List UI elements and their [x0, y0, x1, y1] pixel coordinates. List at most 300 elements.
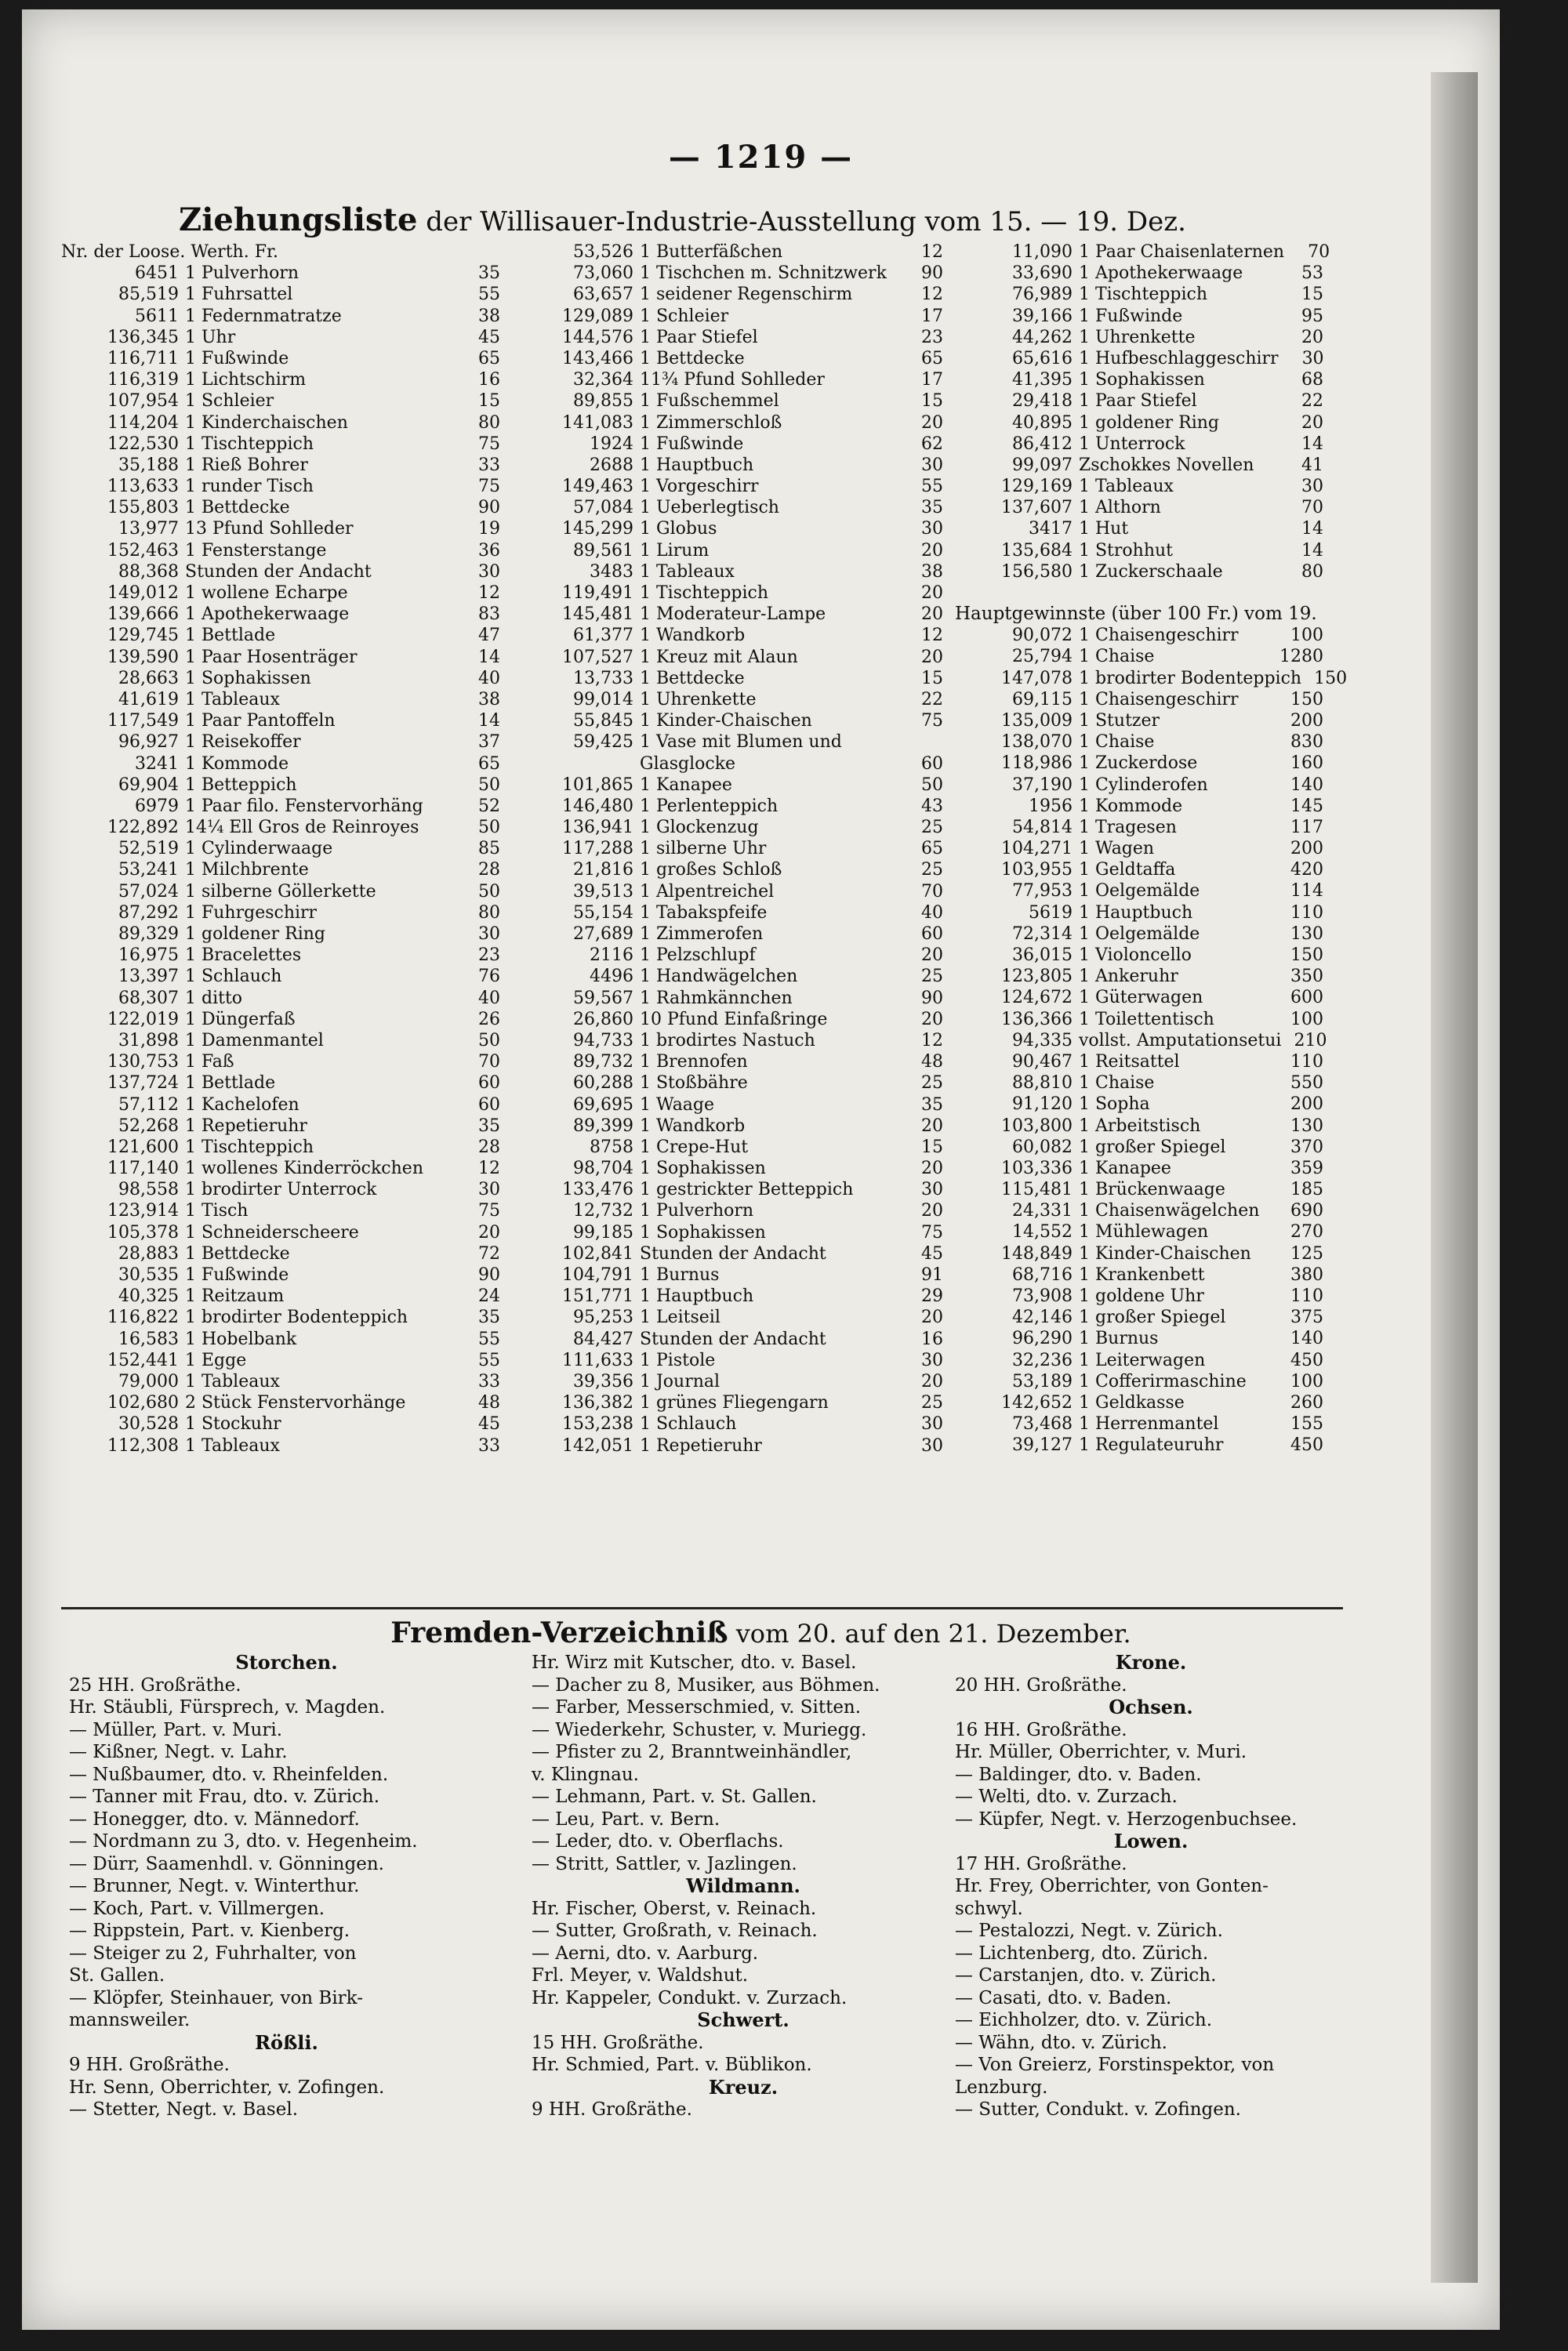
- prize-value: 830: [1290, 732, 1323, 753]
- prize-item: 1 Leitseil: [640, 1308, 720, 1328]
- prize-item: 1 Sopha: [1079, 1094, 1150, 1115]
- prize-value: 75: [478, 1201, 500, 1221]
- prize-item: 1 Kanapee: [640, 775, 732, 795]
- ticket-number: 151,771: [562, 1286, 633, 1307]
- ticket-number: 136,345: [107, 327, 179, 347]
- lottery-row: [955, 241, 1330, 263]
- prize-value: 50: [478, 775, 500, 795]
- lottery-row: [955, 987, 1323, 1008]
- prize-value: 75: [478, 434, 500, 454]
- prize-item: 1 Perlenteppich: [640, 796, 779, 816]
- lottery-row: [955, 859, 1323, 880]
- lottery-row: [61, 455, 500, 476]
- lottery-row: [516, 348, 943, 369]
- ticket-number: 104,791: [562, 1265, 633, 1285]
- guest-entry: — Müller, Part. v. Muri.: [69, 1719, 283, 1740]
- prize-item: 1 Schleier: [185, 391, 274, 412]
- lottery-row: [61, 902, 500, 923]
- hotel-heading: Schwert.: [697, 2008, 789, 2031]
- prize-item: 1 Betteppich: [185, 775, 297, 795]
- prize-value: 80: [478, 902, 500, 923]
- prize-item: 1 Kinder-Chaischen: [640, 711, 812, 731]
- ticket-number: 142,652: [1001, 1392, 1073, 1413]
- prize-item: 1 Egge: [185, 1350, 247, 1370]
- lottery-row: [61, 753, 500, 775]
- ticket-number: 146,480: [562, 796, 633, 816]
- prize-value: 359: [1290, 1158, 1323, 1178]
- prize-item: 1 Bettdecke: [185, 498, 290, 518]
- ticket-number: 121,600: [107, 1137, 179, 1157]
- guest-entry: — Sutter, Großrath, v. Reinach.: [532, 1921, 818, 1941]
- guest-entry: Lenzburg.: [955, 2077, 1048, 2098]
- prize-item: 1 Mühlewagen: [1079, 1222, 1209, 1243]
- lottery-row: [516, 455, 943, 476]
- prize-value: 12: [921, 242, 943, 262]
- lottery-row: [61, 604, 500, 625]
- hotel-heading: Wildmann.: [686, 1874, 800, 1897]
- lottery-row: [955, 455, 1323, 476]
- guest-entry: Hr. Senn, Oberrichter, v. Zofingen.: [69, 2077, 385, 2098]
- lottery-row: [516, 241, 943, 263]
- lottery-row: [955, 945, 1323, 966]
- prize-item: 1 Rieß Bohrer: [185, 455, 308, 475]
- lottery-row: [516, 902, 943, 923]
- ticket-number: 144,576: [562, 327, 633, 347]
- ticket-number: 123,805: [1001, 967, 1073, 987]
- prize-item: 1 Tableaux: [185, 689, 280, 709]
- prize-item: 1 gestrickter Betteppich: [640, 1180, 854, 1200]
- lottery-row: [955, 476, 1323, 497]
- ticket-number: 94,733: [573, 1030, 633, 1050]
- lottery-row: [61, 1158, 500, 1179]
- prize-value: 24: [478, 1286, 500, 1307]
- lottery-row: [516, 647, 943, 668]
- ticket-number: 27,689: [573, 924, 633, 944]
- lottery-row: [955, 1264, 1323, 1286]
- prize-item: 1 Arbeitstisch: [1079, 1116, 1201, 1136]
- guest-entry: Hr. Kappeler, Condukt. v. Zurzach.: [532, 1987, 848, 2008]
- prize-value: 85: [478, 839, 500, 859]
- lottery-row: [61, 1094, 500, 1116]
- lottery-row: [516, 1329, 943, 1350]
- prize-value: 35: [478, 263, 500, 284]
- lottery-row: [516, 668, 943, 689]
- prize-item: 1 Paar Hosenträger: [185, 647, 358, 667]
- lottery-row: [955, 1328, 1323, 1349]
- prize-item: 1 Journal: [640, 1371, 720, 1391]
- prize-value: 60: [478, 1073, 500, 1094]
- prize-value: 110: [1290, 1286, 1323, 1306]
- lottery-row: [61, 1051, 500, 1072]
- prize-value: 20: [921, 1201, 943, 1221]
- ticket-number: 30,535: [118, 1265, 179, 1285]
- prize-item: 1 Uhrenkette: [640, 689, 757, 709]
- lottery-row: [516, 263, 943, 284]
- ticket-number: 116,711: [107, 348, 179, 368]
- prize-item: 1 Bettdecke: [640, 668, 745, 688]
- prize-value: 50: [478, 881, 500, 902]
- prize-item: 1 Pulverhorn: [640, 1201, 754, 1221]
- prize-item: 1 Fußwinde: [1079, 306, 1183, 326]
- lottery-row: [955, 1221, 1323, 1243]
- prize-value: 210: [1294, 1030, 1327, 1050]
- ticket-number: 32,236: [1012, 1350, 1073, 1370]
- lottery-row: [61, 1371, 500, 1392]
- prize-value: 90: [478, 498, 500, 518]
- prize-value: 20: [478, 1222, 500, 1243]
- prize-value: 25: [921, 818, 943, 838]
- lottery-row: [955, 1030, 1327, 1051]
- prize-value: 19: [478, 519, 500, 539]
- lottery-row: [955, 1200, 1323, 1221]
- lottery-row: [955, 1072, 1323, 1094]
- prize-item: 1 Reitzaum: [185, 1286, 285, 1307]
- guest-entry: — Farber, Messerschmied, v. Sitten.: [532, 1697, 862, 1718]
- lottery-row: [61, 540, 500, 561]
- prize-item: 1 Hut: [1079, 519, 1129, 539]
- prize-item: 1 Tischchen m. Schnitzwerk: [640, 263, 887, 284]
- prize-value: 90: [921, 988, 943, 1008]
- ticket-number: 124,672: [1001, 988, 1073, 1008]
- prize-item: 1 Tragesen: [1079, 817, 1177, 837]
- ticket-number: 91,120: [1012, 1094, 1073, 1115]
- prize-item: 1 Hauptbuch: [1079, 902, 1193, 923]
- ticket-number: 89,399: [573, 1116, 633, 1136]
- prize-value: 75: [478, 477, 500, 497]
- lottery-row: [61, 1350, 500, 1371]
- ticket-number: 136,382: [562, 1393, 633, 1413]
- ticket-number: 102,680: [107, 1393, 179, 1413]
- guest-entry: — Von Greierz, Forstinspektor, von: [955, 2055, 1275, 2075]
- lottery-row: [61, 625, 500, 646]
- ticket-number: 52,268: [118, 1116, 179, 1136]
- lottery-row: [516, 689, 943, 710]
- ticket-number: 99,185: [573, 1222, 633, 1243]
- prize-value: 20: [1301, 327, 1323, 347]
- lottery-row: [61, 1243, 500, 1264]
- prize-value: 38: [921, 561, 943, 582]
- prize-item: 1 Repetieruhr: [185, 1116, 307, 1136]
- prize-value: 450: [1290, 1435, 1323, 1456]
- title-rest: der Willisauer-Industrie-Ausstellung vom 15. — 19. Dez.: [417, 206, 1186, 238]
- ticket-number: 73,468: [1012, 1414, 1073, 1435]
- prize-value: 55: [478, 1329, 500, 1349]
- lottery-row: [955, 434, 1323, 455]
- lottery-row: [955, 1286, 1323, 1307]
- prize-value: 36: [478, 540, 500, 561]
- hotel-heading: Rößli.: [255, 2030, 318, 2054]
- lottery-row: [955, 817, 1323, 838]
- lottery-row: [516, 966, 943, 987]
- lottery-row: [61, 1307, 500, 1328]
- prize-item: 1 Schleier: [640, 306, 729, 326]
- ticket-number: 147,078: [1001, 668, 1073, 688]
- prize-item: 1 brodirter Bodenteppich: [185, 1308, 408, 1328]
- prize-item: 1 Althorn: [1079, 498, 1161, 518]
- lottery-row: [955, 518, 1323, 539]
- prize-item: 1 Bracelettes: [185, 945, 302, 966]
- prize-item: 1 Chaisengeschirr: [1079, 689, 1239, 709]
- prize-value: 200: [1290, 839, 1323, 859]
- prize-item: 1 Crepe-Hut: [640, 1137, 749, 1157]
- lottery-row: [516, 1222, 943, 1243]
- ticket-number: 118,986: [1001, 753, 1073, 774]
- prize-item: 1 brodirtes Nastuch: [640, 1030, 815, 1050]
- ticket-number: 41,395: [1012, 370, 1073, 390]
- ticket-number: 89,732: [573, 1052, 633, 1072]
- lottery-row: [955, 497, 1323, 518]
- lottery-row: [61, 497, 500, 518]
- ticket-number: 114,204: [107, 412, 179, 433]
- lottery-row: [516, 1158, 943, 1179]
- ticket-number: 130,753: [107, 1052, 179, 1072]
- prize-value: 70: [1308, 242, 1330, 262]
- ticket-number: 123,914: [107, 1201, 179, 1221]
- prize-item: 1 Stutzer: [1079, 710, 1160, 731]
- prize-value: 45: [478, 1414, 500, 1435]
- lottery-row: [516, 753, 943, 775]
- lottery-row: [516, 497, 943, 518]
- prize-item: 1 Kommode: [185, 753, 289, 774]
- prize-value: 20: [921, 1371, 943, 1391]
- prize-item: Stunden der Andacht: [185, 561, 372, 582]
- ticket-number: 88,368: [118, 561, 179, 582]
- prize-item: 10 Pfund Einfaßringe: [640, 1009, 828, 1029]
- ticket-number: 55,154: [573, 902, 633, 923]
- guest-entry: Hr. Frey, Oberrichter, von Gonten-: [955, 1876, 1269, 1896]
- prize-item: 1 Reisekoffer: [185, 732, 301, 753]
- ticket-number: 96,927: [118, 732, 179, 753]
- prize-value: 75: [921, 711, 943, 731]
- ticket-number: 39,356: [573, 1371, 633, 1391]
- ticket-number: 137,607: [1001, 498, 1073, 518]
- prize-value: 140: [1290, 1329, 1323, 1349]
- prize-value: 70: [1301, 498, 1323, 518]
- lottery-row: [955, 1413, 1323, 1435]
- column-header: Nr. der Loose. Werth. Fr.: [61, 242, 279, 262]
- lottery-row: [516, 390, 943, 412]
- prize-item: 1 Sophakissen: [640, 1222, 766, 1243]
- ticket-number: 148,849: [1001, 1243, 1073, 1264]
- prize-value: 75: [921, 1222, 943, 1243]
- lottery-row: [61, 369, 500, 390]
- prize-value: 45: [921, 1243, 943, 1264]
- prize-value: 40: [478, 668, 500, 688]
- ticket-number: 2688: [590, 455, 633, 475]
- prize-value: 25: [921, 860, 943, 880]
- lottery-column-2: [516, 241, 943, 1457]
- ticket-number: 129,169: [1001, 477, 1073, 497]
- ticket-number: 2116: [590, 945, 633, 966]
- prize-item: 1 Schlauch: [185, 967, 282, 987]
- prize-value: 200: [1290, 1094, 1323, 1115]
- prize-value: 33: [478, 1435, 500, 1456]
- prize-value: 14: [1301, 434, 1323, 454]
- ticket-number: 12,732: [573, 1201, 633, 1221]
- lottery-row: [955, 1009, 1323, 1030]
- guest-entry: — Welti, dto. v. Zurzach.: [955, 1787, 1178, 1807]
- prize-value: 28: [478, 1137, 500, 1157]
- guest-entry: — Küpfer, Negt. v. Herzogenbuchsee.: [955, 1809, 1298, 1830]
- prize-value: 38: [478, 306, 500, 326]
- prize-item: 1 Brückenwaage: [1079, 1180, 1225, 1200]
- lottery-row: [61, 582, 500, 604]
- ticket-number: 86,412: [1012, 434, 1073, 454]
- prize-value: 37: [478, 732, 500, 753]
- ticket-number: 25,794: [1012, 647, 1073, 667]
- prize-value: 65: [921, 839, 943, 859]
- ticket-number: 33,690: [1012, 263, 1073, 284]
- prize-item: 1 Waage: [640, 1094, 715, 1115]
- prize-item: 1 Damenmantel: [185, 1030, 324, 1050]
- guest-entry: — Sutter, Condukt. v. Zofingen.: [955, 2099, 1241, 2120]
- guest-entry: — Aerni, dto. v. Aarburg.: [532, 1943, 759, 1964]
- lottery-row: [516, 1009, 943, 1030]
- prize-value: 14: [1301, 519, 1323, 539]
- prize-item: 1 Kachelofen: [185, 1094, 299, 1115]
- guest-entry: — Leu, Part. v. Bern.: [532, 1809, 720, 1830]
- ticket-number: 57,024: [118, 881, 179, 902]
- lottery-row: [955, 880, 1323, 902]
- ticket-number: 26,860: [573, 1009, 633, 1029]
- prize-value: 145: [1290, 796, 1323, 816]
- ticket-number: 69,695: [573, 1094, 633, 1115]
- prize-item: 1 Fußwinde: [185, 348, 289, 368]
- prize-value: 370: [1290, 1137, 1323, 1157]
- ticket-number: 57,112: [118, 1094, 179, 1115]
- prize-item: 1 Brennofen: [640, 1052, 748, 1072]
- lottery-row: [61, 1030, 500, 1051]
- prize-value: 23: [478, 945, 500, 966]
- lottery-row: [61, 348, 500, 369]
- prize-item: 1 Oelgemälde: [1079, 881, 1200, 902]
- prize-item: 1 Uhrenkette: [1079, 327, 1196, 347]
- prize-value: 70: [478, 1052, 500, 1072]
- prize-item: 1 Sophakissen: [640, 1159, 766, 1179]
- prize-item: 1 Ankeruhr: [1079, 967, 1178, 987]
- fremden-title: [22, 1616, 1500, 1649]
- guest-column-3: [955, 1652, 1347, 2121]
- guest-entry: schwyl.: [955, 1898, 1023, 1919]
- ticket-number: 89,855: [573, 391, 633, 412]
- ticket-number: 111,633: [562, 1350, 633, 1370]
- ticket-number: 59,567: [573, 988, 633, 1008]
- ticket-number: 90,467: [1012, 1051, 1073, 1072]
- prize-item: 1 Wandkorb: [640, 1116, 746, 1136]
- guest-entry: 17 HH. Großräthe.: [955, 1853, 1127, 1874]
- prize-item: 1 Zuckerdose: [1079, 753, 1198, 774]
- ticket-number: 4496: [590, 967, 633, 987]
- ticket-number: 1956: [1029, 796, 1073, 816]
- prize-item: 1 Moderateur-Lampe: [640, 604, 826, 625]
- ticket-number: 29,418: [1012, 391, 1073, 412]
- prize-value: 150: [1290, 945, 1323, 965]
- ticket-number: 30,528: [118, 1414, 179, 1435]
- lottery-row: [955, 966, 1323, 987]
- prize-value: 30: [921, 1350, 943, 1370]
- prize-item: 1 Tischteppich: [1079, 285, 1208, 305]
- lottery-row: [955, 412, 1323, 434]
- ticket-number: 69,904: [118, 775, 179, 795]
- ticket-number: 138,070: [1001, 732, 1073, 753]
- prize-value: 100: [1290, 1371, 1323, 1391]
- prize-item: 1 Geldkasse: [1079, 1392, 1185, 1413]
- prize-value: 80: [1301, 561, 1323, 582]
- prize-value: 380: [1290, 1264, 1323, 1285]
- ticket-number: 68,307: [118, 988, 179, 1008]
- ticket-number: 6979: [135, 796, 179, 816]
- prize-item: 1 Paar Chaisenlaternen: [1079, 242, 1285, 262]
- prize-item: 1 Faß: [185, 1052, 234, 1072]
- ticket-number: 129,745: [107, 626, 179, 646]
- ticket-number: 136,366: [1001, 1009, 1073, 1029]
- prize-item: 13 Pfund Sohlleder: [185, 519, 354, 539]
- prize-value: 25: [921, 1073, 943, 1094]
- ticket-number: 39,166: [1012, 306, 1073, 326]
- guest-entry: — Stritt, Sattler, v. Jazlingen.: [532, 1853, 797, 1874]
- prize-item: 1 Paar Stiefel: [640, 327, 758, 347]
- ticket-number: 40,895: [1012, 412, 1073, 433]
- ticket-number: 77,953: [1012, 881, 1073, 902]
- prize-value: 14: [1301, 540, 1323, 561]
- lottery-row: [61, 1116, 500, 1137]
- guest-entry: v. Klingnau.: [532, 1764, 639, 1785]
- ticket-number: 73,908: [1012, 1286, 1073, 1306]
- lottery-row: [955, 1179, 1323, 1200]
- guest-entry: — Pfister zu 2, Branntweinhändler,: [532, 1742, 852, 1762]
- ticket-number: 99,097: [1012, 455, 1073, 475]
- ticket-number: 116,319: [107, 370, 179, 390]
- guest-entry: 20 HH. Großräthe.: [955, 1674, 1127, 1696]
- prize-value: 690: [1290, 1201, 1323, 1221]
- prize-item: 1 Lirum: [640, 540, 710, 561]
- prize-value: 80: [478, 412, 500, 433]
- prize-value: 28: [478, 860, 500, 880]
- guest-entry: 15 HH. Großräthe.: [532, 2032, 704, 2053]
- ticket-number: 155,803: [107, 498, 179, 518]
- prize-item: 1 Butterfäßchen: [640, 242, 783, 262]
- prize-value: 17: [921, 370, 943, 390]
- prize-value: 91: [921, 1265, 943, 1285]
- ticket-number: 122,892: [107, 818, 179, 838]
- ticket-number: 14,552: [1012, 1222, 1073, 1243]
- ticket-number: 133,476: [562, 1180, 633, 1200]
- ticket-number: 53,189: [1012, 1371, 1073, 1391]
- lottery-row: [61, 306, 500, 327]
- lottery-row: [955, 731, 1323, 753]
- ticket-number: 117,140: [107, 1159, 179, 1179]
- ticket-number: 11,090: [1012, 242, 1073, 262]
- lottery-row: [61, 284, 500, 305]
- prize-item: 1 Geldtaffa: [1079, 860, 1176, 880]
- ticket-number: 145,481: [562, 604, 633, 625]
- ticket-number: 103,955: [1001, 860, 1073, 880]
- ticket-number: 79,000: [118, 1371, 179, 1391]
- prize-item: 1 Kreuz mit Alaun: [640, 647, 798, 667]
- prize-item: 1 Kanapee: [1079, 1158, 1171, 1178]
- ticket-number: 5619: [1029, 902, 1073, 923]
- ticket-number: 44,262: [1012, 327, 1073, 347]
- prize-value: 30: [921, 455, 943, 475]
- hotel-heading: Lowen.: [1113, 1830, 1189, 1852]
- ticket-number: 145,299: [562, 519, 633, 539]
- lottery-row: [61, 1329, 500, 1350]
- lottery-row: [61, 838, 500, 859]
- prize-value: 90: [478, 1265, 500, 1285]
- prize-item: 1 Toilettentisch: [1079, 1009, 1214, 1029]
- prize-value: 95: [1301, 306, 1323, 326]
- lottery-row: [955, 923, 1323, 945]
